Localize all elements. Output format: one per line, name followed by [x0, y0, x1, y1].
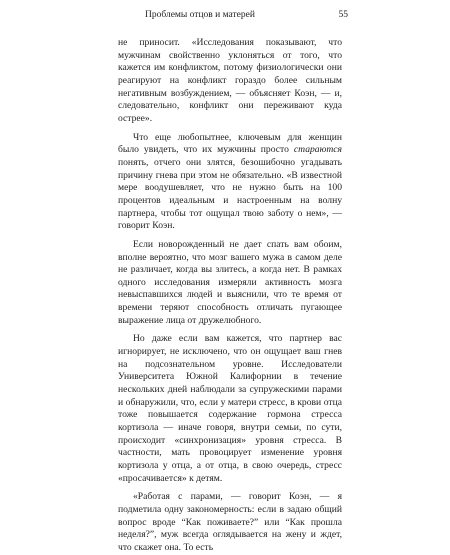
paragraph-2 — [118, 132, 342, 233]
paragraph-1-text: не приносит. «Исследования показывают, что мужчинам свойственно уклоняться от того, что кажется им конфликтом, потому физиологически они реагируют на конфликт гораздо более сильным негативным возбуждением, — объясняет Коэн, — и, следовательно, конфликт они переживают куда острее». — [118, 37, 342, 124]
paragraph-4 — [118, 333, 342, 485]
paragraph-5 — [118, 491, 342, 554]
running-title: Проблемы отцов и матерей — [145, 10, 255, 20]
paragraph-2-text-after: понять, отчего они злятся, безошибочно угадывать причину гнева при этом не обязательно. «В известной мере воодушевляет, что не нужно быть на 100 процентов идеальным и настроенным на волну партнера, чтобы тот ощущал твою заботу о нем», — говорит Коэн. — [118, 156, 342, 232]
paragraph-3-text: Если новорожденный не дает спать вам обоим, вполне вероятно, что мозг вашего мужа в самом деле не различает, когда вы злитесь, а когда нет. В рамках одного исследования измеряли активность мозга невыспавшихся людей и выяснили, что те время от времени теряют способность отличать пугающее выражение лица от дружелюбного. — [118, 238, 342, 326]
paragraph-3 — [118, 239, 342, 328]
paragraph-1 — [118, 37, 342, 126]
body-text — [118, 37, 342, 555]
running-header — [112, 8, 348, 22]
paragraph-2-text-before: Что еще любопытнее, ключевым для женщин было увидеть, что их мужчины просто — [118, 131, 342, 156]
paragraph-2-emphasis: стараются — [293, 144, 342, 156]
paragraph-4-text: Но даже если вам кажется, что партнер вас игнорирует, не исключено, что он ощущает ваш гнев на подсознательном уровне. Исследователи Университета Южной Калифорнии в течение нескольких дней наблюдали за супружескими парами и обнаружили, что, если у матери стресс, в крови отца тоже повышается содержание гормона стресса кортизола — иначе говоря, внутри семьи, по сути, происходит «синхронизация» уровня стресса. В частности, мать провоцирует изменение уровня кортизола у отца, а от отца, в свою очередь, стресс «просачивается» к детям. — [118, 333, 342, 484]
paragraph-5-text: «Работая с парами, — говорит Коэн, — я подметила одну закономерность: если в задаю общий вопрос вроде “Как поживаете?” или “Как прошла неделя?”, муж всегда оглядывается на жену и ждет, что скажет она. То есть — [118, 491, 342, 553]
page-number: 55 — [338, 10, 348, 20]
